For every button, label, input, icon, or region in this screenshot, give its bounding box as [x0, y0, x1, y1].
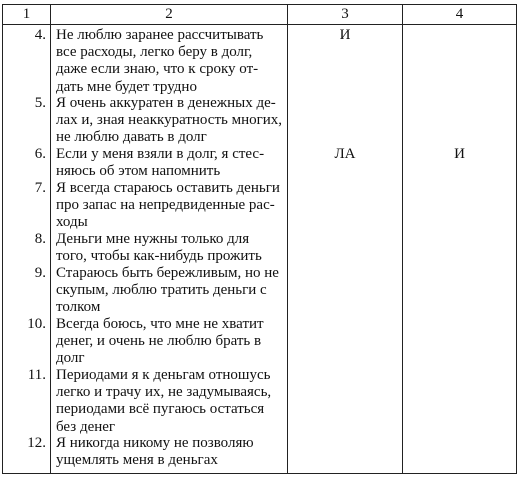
item-statement: Стараюсь быть бережливым, но не скупым, люблю тратить деньги с толком	[56, 265, 279, 316]
item-number: 9.	[34, 265, 46, 281]
item-number: 11.	[27, 367, 46, 383]
item-number: 8.	[34, 231, 46, 247]
numbers-column	[3, 25, 51, 474]
statements-column	[51, 25, 288, 474]
item-statement: Не люблю заранее рассчитывать все расходы, легко беру в долг, даже если знаю, что к сроку от- дать мне будет трудно	[56, 27, 264, 95]
header-col-1: 1	[3, 5, 51, 25]
questionnaire-table	[2, 4, 517, 474]
item-answer-col3: ЛА	[334, 146, 356, 162]
item-statement: Если у меня взяли в долг, я стес- няюсь об этом напомнить	[56, 146, 265, 180]
header-col-2: 2	[51, 5, 288, 25]
item-statement: Всегда боюсь, что мне не хватит денег, и очень не люблю брать в долг	[56, 316, 264, 367]
item-statement: Я очень аккуратен в денежных де- лах и, зная неаккуратность многих, не люблю давать в долг	[56, 95, 283, 146]
body-row	[3, 25, 517, 474]
item-number: 4.	[34, 27, 46, 43]
item-answer-col4: И	[454, 146, 465, 162]
answers-column-3	[288, 25, 403, 474]
item-number: 6.	[34, 146, 46, 162]
item-number: 7.	[34, 180, 46, 196]
item-answer-col3: И	[339, 27, 351, 43]
item-number: 5.	[34, 95, 46, 111]
header-row	[3, 5, 517, 25]
header-col-4: 4	[403, 5, 517, 25]
item-statement: Я никогда никому не позволяю ущемлять меня в деньгах	[56, 435, 254, 469]
item-statement: Я всегда стараюсь оставить деньги про запас на непредвиденные рас- ходы	[56, 180, 280, 231]
item-statement: Деньги мне нужны только для того, чтобы как-нибудь прожить	[56, 231, 262, 265]
answers-column-4	[403, 25, 517, 474]
item-number: 10.	[27, 316, 46, 332]
item-statement: Периодами я к деньгам отношусь легко и трачу их, не задумываясь, периодами всё пугаюсь остаться без денег	[56, 367, 272, 435]
item-number: 12.	[27, 435, 46, 451]
header-col-3: 3	[288, 5, 403, 25]
